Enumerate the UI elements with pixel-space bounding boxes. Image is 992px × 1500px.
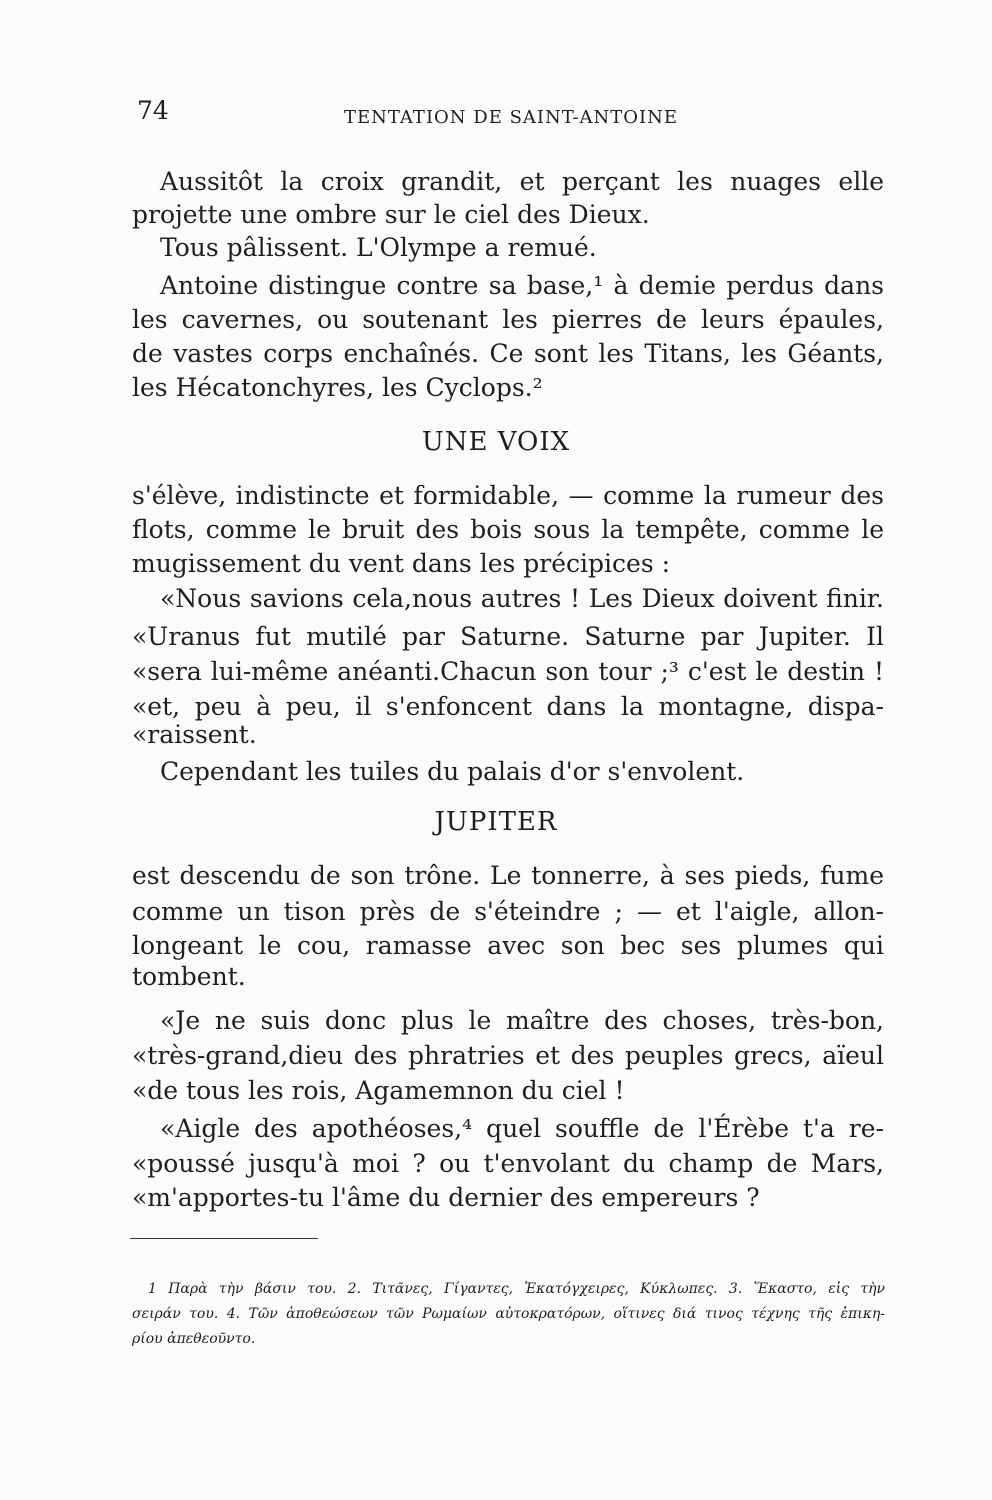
- speaker-name: UNE VOIX: [421, 427, 571, 457]
- footnote-rule: [130, 1238, 318, 1239]
- body-line: «Je ne suis donc plus le maître des choses, très-bon,: [160, 1006, 884, 1035]
- footnote-line: ρίου ἀπεθεοῦντο.: [132, 1331, 256, 1347]
- body-line: tombent.: [132, 962, 246, 991]
- body-line: «et, peu à peu, il s'enfoncent dans la montagne, dispa-: [132, 692, 884, 721]
- body-line: est descendu de son trône. Le tonnerre, à ses pieds, fume: [132, 861, 884, 890]
- body-line: flots, comme le bruit des bois sous la tempête, comme le: [132, 515, 884, 544]
- body-line: «de tous les rois, Agamemnon du ciel !: [132, 1076, 625, 1105]
- body-line: les cavernes, ou soutenant les pierres de leurs épaules,: [132, 305, 884, 334]
- speaker-name: JUPITER: [434, 807, 558, 837]
- body-line: Antoine distingue contre sa base,¹ à demie perdus dans: [160, 271, 884, 300]
- body-line: «m'apportes-tu l'âme du dernier des empereurs ?: [132, 1183, 760, 1212]
- body-line: comme un tison près de s'éteindre ; — et l'aigle, allon-: [132, 897, 884, 926]
- body-line: «poussé jusqu'à moi ? ou t'envolant du champ de Mars,: [132, 1149, 884, 1178]
- body-line: projette une ombre sur le ciel des Dieux.: [132, 200, 650, 229]
- footnote-line: 1 Παρὰ τὴν βάσιν του. 2. Τιτᾶνες, Γίγαντες, Ἑκατόγχειρες, Κύκλωπες. 3. Ἕκαστο, εἰς τὴν: [148, 1281, 885, 1297]
- body-line: les Hécatonchyres, les Cyclops.²: [132, 373, 543, 402]
- running-title: TENTATION DE SAINT-ANTOINE: [344, 107, 679, 128]
- body-line: mugissement du vent dans les précipices :: [132, 549, 671, 578]
- body-line: «Uranus fut mutilé par Saturne. Saturne par Jupiter. Il: [132, 622, 884, 651]
- body-line: «Nous savions cela,nous autres ! Les Dieux doivent finir.: [160, 584, 884, 613]
- body-line: longeant le cou, ramasse avec son bec ses plumes qui: [132, 931, 884, 960]
- body-line: «très-grand,dieu des phratries et des peuples grecs, aïeul: [132, 1041, 884, 1070]
- body-line: «Aigle des apothéoses,⁴ quel souffle de l'Érèbe t'a re-: [160, 1114, 884, 1143]
- page-number: 74: [137, 96, 169, 125]
- body-line: s'élève, indistincte et formidable, — comme la rumeur des: [132, 481, 884, 510]
- body-line: Tous pâlissent. L'Olympe a remué.: [160, 233, 597, 262]
- body-line: «sera lui-même anéanti.Chacun son tour ;³ c'est le destin !: [132, 657, 884, 686]
- body-line: de vastes corps enchaînés. Ce sont les Titans, les Géants,: [132, 339, 884, 368]
- body-line: «raissent.: [132, 720, 257, 749]
- body-line: Cependant les tuiles du palais d'or s'envolent.: [160, 757, 745, 786]
- body-line: Aussitôt la croix grandit, et perçant les nuages elle: [160, 167, 884, 196]
- footnote-line: σειράν του. 4. Τῶν ἀποθεώσεων τῶν Ρωμαίων αὐτοκρατόρων, οἵτινες διά τινος τέχνης τῆς ἐπικη-: [132, 1306, 885, 1322]
